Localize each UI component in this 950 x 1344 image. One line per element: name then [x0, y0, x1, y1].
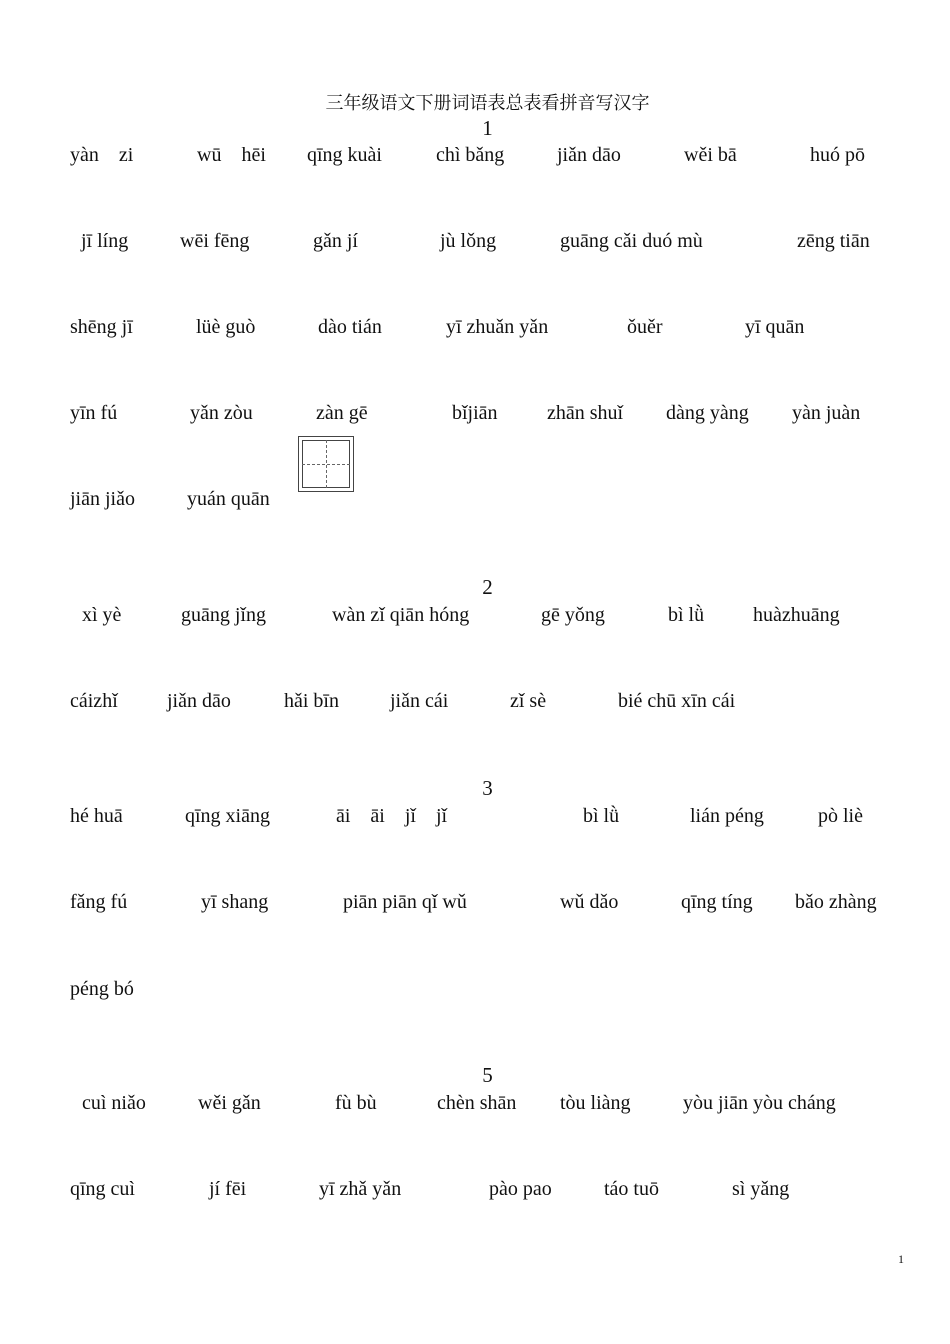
pinyin-word: yàn juàn [792, 402, 861, 424]
pinyin-word: jiǎn cái [390, 690, 449, 712]
pinyin-word: cuì niǎo [82, 1092, 146, 1114]
pinyin-word: wū hēi [197, 144, 266, 166]
pinyin-word: bié chū xīn cái [618, 690, 736, 712]
pinyin-word: zēng tiān [797, 230, 870, 252]
pinyin-word: chèn shān [437, 1092, 517, 1114]
pinyin-word: péng bó [70, 978, 134, 1000]
pinyin-word: jī líng [81, 230, 129, 252]
pinyin-word: bì lǜ [583, 805, 620, 827]
pinyin-word: dào tián [318, 316, 382, 338]
pinyin-word: jiān jiǎo [70, 488, 135, 510]
pinyin-word: wěi gǎn [198, 1092, 261, 1114]
section-number: 5 [482, 1063, 493, 1087]
pinyin-word: yàn zi [70, 144, 134, 166]
pinyin-word: jiǎn dāo [167, 690, 231, 712]
pinyin-word: wěi bā [684, 144, 737, 166]
pinyin-word: lüè guò [196, 316, 256, 338]
pinyin-word: wǔ dǎo [560, 891, 619, 913]
pinyin-word: huó pō [810, 144, 865, 166]
pinyin-word: qīng tíng [681, 891, 753, 913]
pinyin-word: jiǎn dāo [557, 144, 621, 166]
pinyin-word: guāng jǐng [181, 604, 266, 626]
pinyin-word: wàn zǐ qiān hóng [332, 604, 470, 626]
writing-grid-box [298, 436, 354, 492]
pinyin-word: bǎo zhàng [795, 891, 877, 913]
pinyin-word: dàng yàng [666, 402, 749, 424]
pinyin-word: zàn gē [316, 402, 368, 424]
pinyin-word: lián péng [690, 805, 764, 827]
pinyin-word: tòu liàng [560, 1092, 631, 1114]
pinyin-word: sì yǎng [732, 1178, 790, 1200]
pinyin-word: zhān shuǐ [547, 402, 624, 424]
section-number: 3 [482, 776, 493, 800]
pinyin-word: qīng cuì [70, 1178, 135, 1200]
pinyin-word: pào pao [489, 1178, 552, 1200]
pinyin-word: yīn fú [70, 402, 118, 424]
pinyin-word: shēng jī [70, 316, 133, 338]
pinyin-word: fù bù [335, 1092, 377, 1114]
page-number: 1 [898, 1252, 904, 1266]
pinyin-word: gē yǒng [541, 604, 605, 626]
page-title: 三年级语文下册词语表总表看拼音写汉字 [325, 93, 650, 113]
pinyin-word: yuán quān [187, 488, 270, 510]
pinyin-word: chì bǎng [436, 144, 505, 166]
pinyin-word: táo tuō [604, 1178, 659, 1200]
pinyin-word: guāng cǎi duó mù [560, 230, 703, 252]
pinyin-word: fǎng fú [70, 891, 128, 913]
pinyin-word: yī quān [745, 316, 805, 338]
pinyin-word: huàzhuāng [753, 604, 840, 626]
pinyin-word: yī shang [201, 891, 269, 913]
pinyin-word: piān piān qǐ wǔ [343, 891, 467, 913]
pinyin-word: cáizhǐ [70, 690, 118, 712]
pinyin-word: bǐjiān [452, 402, 498, 424]
pinyin-word: xì yè [82, 604, 122, 626]
pinyin-word: zǐ sè [510, 690, 547, 712]
pinyin-word: yǎn zòu [190, 402, 253, 424]
pinyin-word: bì lǜ [668, 604, 705, 626]
pinyin-word: jí fēi [209, 1178, 247, 1200]
pinyin-word: jù lǒng [440, 230, 497, 252]
pinyin-word: hé huā [70, 805, 123, 827]
pinyin-word: āi āi jǐ jǐ [336, 805, 448, 827]
pinyin-word: ǒuěr [627, 316, 663, 338]
pinyin-word: yī zhǎ yǎn [319, 1178, 402, 1200]
pinyin-word: hǎi bīn [284, 690, 339, 712]
pinyin-word: qīng kuài [307, 144, 382, 166]
pinyin-word: yòu jiān yòu cháng [683, 1092, 836, 1114]
section-number: 2 [482, 575, 493, 599]
pinyin-word: qīng xiāng [185, 805, 270, 827]
pinyin-word: pò liè [818, 805, 863, 827]
pinyin-word: wēi fēng [180, 230, 250, 252]
pinyin-word: gǎn jí [313, 230, 358, 252]
pinyin-word: yī zhuǎn yǎn [446, 316, 549, 338]
section-number: 1 [482, 116, 493, 140]
